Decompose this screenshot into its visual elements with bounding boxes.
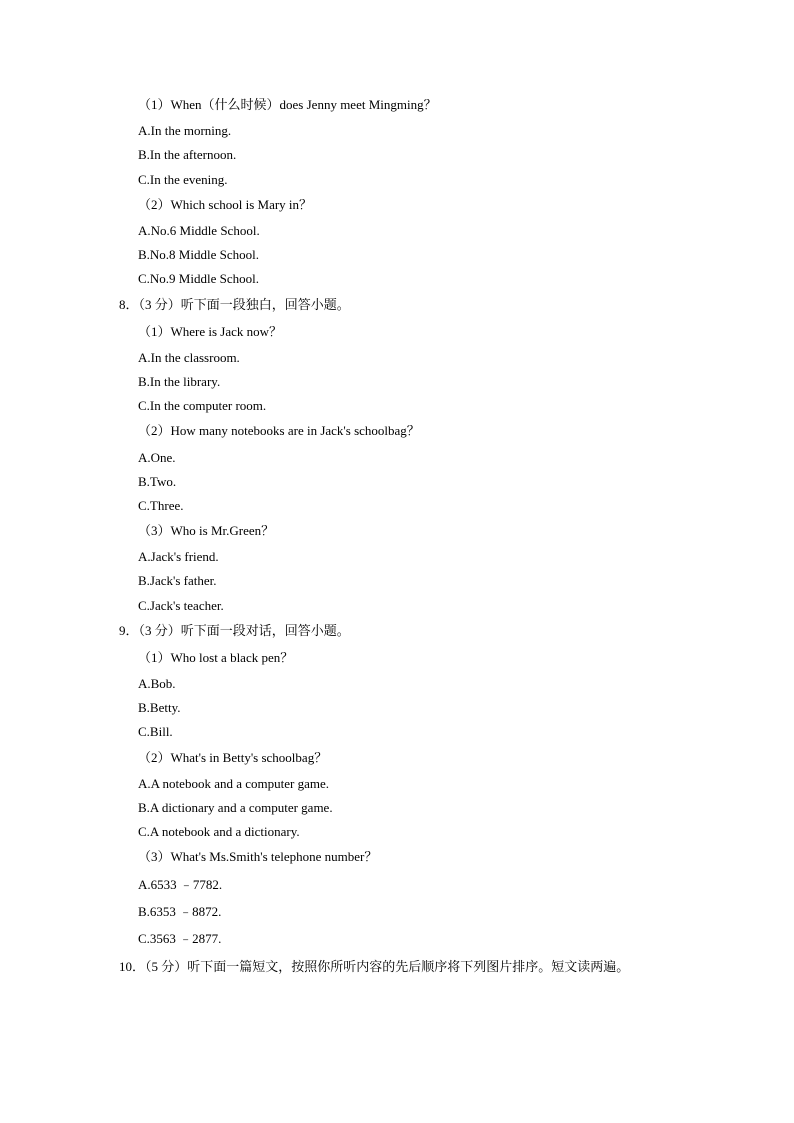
answer-option: A.6533 ﹣7782. — [138, 877, 223, 892]
section-heading: 9．（3 分）听下面一段对话，回答小题。 — [119, 623, 350, 638]
section-heading: 10．（5 分）听下面一篇短文，按照你所听内容的先后顺序将下列图片排序。短文读两遍。 — [119, 959, 630, 974]
answer-option: A.In the classroom. — [138, 350, 240, 365]
answer-option: C.Three. — [138, 498, 184, 513]
answer-option: B.A dictionary and a computer game. — [138, 800, 333, 815]
answer-option: B.Betty. — [138, 700, 181, 715]
section-heading: 8．（3 分）听下面一段独白，回答小题。 — [119, 297, 350, 312]
question-stem: （1）When（什么时候）does Jenny meet Mingming？ — [138, 97, 437, 112]
question-stem: （2）How many notebooks are in Jack's schoolbag？ — [138, 423, 420, 438]
answer-option: B.No.8 Middle School. — [138, 247, 259, 262]
answer-option: A.Bob. — [138, 676, 176, 691]
question-stem: （2）What's in Betty's schoolbag？ — [138, 750, 328, 765]
answer-option: C.3563 ﹣2877. — [138, 931, 222, 946]
answer-option: C.No.9 Middle School. — [138, 271, 259, 286]
answer-option: C.Bill. — [138, 724, 173, 739]
answer-option: C.In the evening. — [138, 172, 228, 187]
question-stem: （1）Who lost a black pen？ — [138, 650, 294, 665]
question-stem: （2）Which school is Mary in？ — [138, 197, 313, 212]
question-stem: （3）What's Ms.Smith's telephone number？ — [138, 849, 378, 864]
question-stem: （3）Who is Mr.Green？ — [138, 523, 275, 538]
answer-option: A.Jack's friend. — [138, 549, 219, 564]
answer-option: A.A notebook and a computer game. — [138, 776, 329, 791]
question-stem: （1）Where is Jack now？ — [138, 324, 283, 339]
answer-option: B.In the library. — [138, 374, 221, 389]
answer-option: B.6353 ﹣8872. — [138, 904, 222, 919]
answer-option: A.One. — [138, 450, 176, 465]
answer-option: B.Jack's father. — [138, 573, 217, 588]
answer-option: A.No.6 Middle School. — [138, 223, 260, 238]
answer-option: C.In the computer room. — [138, 398, 267, 413]
answer-option: B.In the afternoon. — [138, 147, 237, 162]
answer-option: C.Jack's teacher. — [138, 598, 224, 613]
answer-option: A.In the morning. — [138, 123, 232, 138]
answer-option: C.A notebook and a dictionary. — [138, 824, 300, 839]
answer-option: B.Two. — [138, 474, 177, 489]
